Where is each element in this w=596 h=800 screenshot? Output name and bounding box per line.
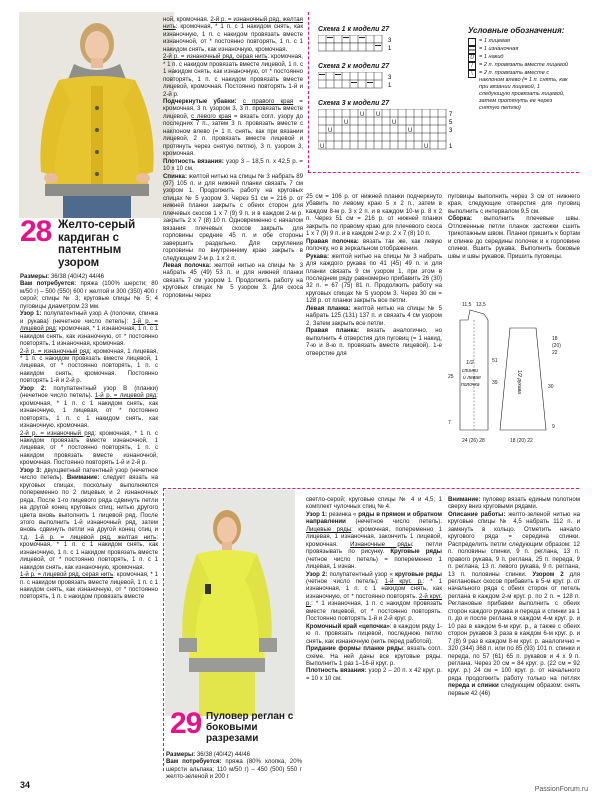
svg-text:1/2 рукава: 1/2 рукава: [516, 370, 522, 394]
legend-item: = 2 п. провязать вместе с наклоном влево (= 1 п. снять, как при вязании лицевой, 1 следующую провязать лицевой, затем протянуть ее через снятую петлю): [479, 70, 568, 111]
svg-text:3: 3: [388, 75, 392, 81]
svg-text:9: 9: [552, 424, 555, 430]
dim-label: 11,5: [462, 302, 472, 308]
dim-label: 39: [492, 380, 498, 386]
svg-text:U: U: [320, 144, 325, 150]
ssk-icon: \: [468, 70, 476, 78]
k2tog-icon: /: [468, 62, 476, 70]
svg-text:U: U: [424, 144, 429, 150]
model-28-col2: ной, кромочная. 2-й р. = изнаночный ряд, желтая нить: кромочная, * 1 п. с 1 накидом снять, как изнаночную, 1 п. с накидом провязать вместе изнаночной, от * постоянно повторять, 1 п. с 1 накидом снять, как изнаночную, кромочная. 2-й р. = изнаночный ряд, серая нить: кромочная, * 1 п. с накидом провязать вместе лицевой, 1 п. с 1 накидом снять, как изнаночную, от * постоянно повторять, 1 п. с накидом провязать вместе лицевой, кромочная. Постоянно повторять 1-й и 2-й р. Подчеркнутые убавки: с правого края = кромочная, 3 п. узором 3, 3 п. провязать вместе лицевой, с левого края = вязать согл. узору до последних 7 п., затем 3 п. провязать вместе с наклоном влево (= 1 п. снять, как при вязании лицевой, 2 п. провязать вместе лицевой и протянуть через снятую петлю), 3 п. узором 3, кромочная. Плотность вязания: узор 3 – 18,5 п. х 42,5 р. = 10 х 10 см. Спинка: желтой нитью на спицы № 3 набрать 89 (97) 105 п. и для нижней планки связать 7 см узором 1. Продолжить работу на круговых спицах № 5 узором 3. Через 51 см = 216 р. от нижней планки закрыть с обеих сторон для плечевых скосов 1 х 7 (9) 9 п. и в каждом 2-м р. закрыть 2 х 7 (8) 10 п. Одновременно с началом вязания плечевых скосов закрыть для горловины средние 45 п. и обе стороны завершить раздельно. Для скругления горловины по внутреннему краю закрыть в следующем 2-м р. 1 х 2 п. Левая полочка: желтой нитью на спицы № 3 набрать 45 (49) 53 п. и для нижней планки связать 7 см узором 1. Продолжить работу на круговых спицах № 5 узором 3. Для скоса горловины через: [163, 16, 303, 299]
svg-text:1: 1: [388, 83, 392, 89]
legend-item: = 2 п. провязать вместе лицевой: [479, 62, 568, 68]
model-29-col3: Внимание: пуловер вязать единым полотном сверху вниз круговыми рядами. Описание работы: желто-зеленой нитью на круговые спицы № 4,5 набрать 112 п. и замкнуть в кольцо. Отметить начало кругового ряда = середина спинки. Распределить петли следующим образом: 12 п. половины спинки, 9 п. реглана, 13 п. правого рукава, 9 п. реглана, 25 п. переда, 9 п. реглана, 13 п. левого рукава, 9 п. реглана, 13 п. половины спинки. Узором 2 для реглановых скосов прибавить в 5-м круг. р. от начального ряда с обеих сторон от петель реглана в каждом 2-м круг. р. по 2 п. = 128 п. Реглановые прибавки выполнить с обеих сторон каждого рукава и переда и спинки за 1 п. до и после реглана в каждом 4-м круг. р. и 10 раз в каждом 6-м круг. р., а также с обеих сторон рукавов 3 раза в каждом 6-м круг. р. и 7 (8) 9 раз в каждом 8-м круг. р. аналогично = 320 (344) 368 п. или по 85 (93) 101 п. спинки и переда, по 57 (61) 65 п. рукавов и 4 х 9 п. реглана. Через 20 см = 84 круг. р. (22 см = 92 круг. р.) 24 см = 100 круг. р. от начального ряда продолжить работу только на петлях переда и спинки следующим образом: снять первые 42 (46): [448, 496, 580, 697]
svg-text:22: 22: [552, 350, 558, 356]
svg-text:U: U: [376, 112, 381, 118]
schema-1-title: Схема 1 к модели 27: [318, 26, 390, 33]
svg-text:U: U: [408, 128, 413, 134]
model-28-col4: пуговицы выполнить через 3 см от нижнего края, следующие отверстия для пуговиц выполнить с интервалом 9,5 см. Сборка: выполнить плечевые швы. Отложенные петли планок застежки сшить трикотажным швом. Планки пришить к бортам и спинке до середины полочек и к горловине спинки. Вшить рукава. Выполнить боковые швы и швы рукавов. Пришить пуговицы.: [448, 193, 580, 260]
schema-2-grid: [318, 72, 398, 94]
svg-text:1: 1: [388, 46, 392, 52]
svg-text:(20): (20): [552, 343, 561, 349]
schema-2-title: Схема 2 к модели 27: [318, 63, 390, 70]
dim-label: 30: [548, 384, 554, 390]
yarn-over-icon: U: [468, 54, 476, 62]
watermark: PassionForum.ru: [534, 786, 588, 793]
svg-text:и левая: и левая: [463, 375, 481, 381]
page-number: 34: [20, 780, 31, 790]
model-28-number: 28: [20, 215, 52, 248]
svg-text:полочка: полочка: [461, 382, 480, 388]
model-29-title: Пуловер реглан с боковыми разрезами: [206, 711, 294, 744]
model-28-title: Желто-серый кардиган с патентным узором: [58, 219, 136, 269]
svg-text:18 (20) 22: 18 (20) 22: [510, 438, 533, 444]
schema-3-grid: [318, 109, 458, 153]
svg-text:3: 3: [388, 38, 392, 44]
model-28-col1: Размеры: 36/38 (40/42) 44/46 Вам потребуется: пряжа (100% шерсти; 80 м/50 г) – 500 (550) 600 г желтой и 300 (350) 400 г серой; спицы № 3; круговые спицы № 5; 4 пуговицы диаметром 23 мм. Узор 1: полупатентный узор А (полочки, спинка и рукава) (нечетное число петель): 1-й р. = лицевой ряд: кромочная, * 1 изнаночная, 1 п. с 1 накидом снять, как изнаночную, от * постоянно повторять, 1 изнаночная, кромочная. 2-й р. = изнаночный ряд: кромочная, 1 лицевая, * 1 п. с накидом провязать вместе лицевой, 1 лицевая, от * постоянно повторять, 1 п. с накидом снять, кромочная. Постоянно повторять 1-й и 2-й р. Узор 2: полупатентный узор В (планки) (нечетное число петель). 1-й р. = лицевой ряд: кромочная, * 1 п. с 1 накидом снять, как изнаночную, 1 лицевая, от * постоянно повторять, 1 п. с 1 накидом снять, как изнаночную, кромочная. 2-й р. = изнаночный ряд: кромочная, * 1 п. с накидом провязать вместе изнаночной, 1 лицевая, от * постоянно повторять, 1 п. с накидом провязать вместе изнаночной, кромочная. Постоянно повторять 1-й и 2-й р. Узор 3: двухцветный патентный узор (нечетное число петель). Внимание: следует вязать на круговых спицах, поскольку выполняются попеременно по 2 лицевых и 2 изнаночных ряда. После 1-го лицевого ряда сдвинуть петли на другой конец круговых спиц, нитью другого цвета вновь выполнить 1 лицевой ряд. После этого выполнить 1-й изнаночный ряд, затем вновь сдвинуть петли на другой конец спиц и т.д. 1-й р. = лицевой ряд, желтая нить: кромочная, * 1 п. с 1 накидом снять, как изнаночную, 1 п. с 1 накидом провязать вместе лицевой, от * постоянно повторять, 1 п. с 1 накидом снять, как изнаночную, кромочная. 1-й р. = лицевой ряд, серая нить: кромочная, * 1 п. с накидом провязать вместе лицевой, 1 п. с 1 накидом снять, как изнаночную, от * постоянно повторять, 1 п. с накидом провязать вместе: [20, 273, 158, 601]
svg-text:U: U: [360, 112, 365, 118]
dim-label: 13,5: [476, 302, 486, 308]
svg-text:7: 7: [449, 112, 453, 118]
knit-stitch-icon: [468, 38, 476, 46]
dim-label: 24 (26) 28: [462, 438, 485, 444]
legend-list: [468, 38, 568, 112]
svg-text:5: 5: [449, 120, 453, 126]
svg-text:1: 1: [449, 144, 453, 150]
schema-1-grid: [318, 35, 398, 57]
model-28-photo: [19, 12, 174, 218]
svg-text:U: U: [328, 128, 333, 134]
model-29-col2: светло-серой; круговые спицы № 4 и 4,5; 1 комплект чулочных спиц № 4. Узор 1: резинка « ряды в прямом и обратном направлении (нечетное число петель). Лицевые ряды: кромочная, попеременно 1 лицевая, 1 изнаночная, закончить 1 лицевой, кромочная. Изнаночные ряды: петли провязывать по рисунку. Круговые ряды (четное число петель) = попеременно 1 лицевая, 1 изнан. Узор 2: полупатентный узор « круговые ряды (четное число петель): 1-й круг. р.: * 1 изнаночная, 1 п. с 1 накидом снять, как изнаночную, от * постоянно повторять. 2-й круг. р.: * 1 изнаночная, 1 п. с накидом провязать вместе лицевой, от * постоянно повторять. Постоянно повторять 1-й и 2-й круг. р. Кромочный край «цепочка»: в каждом ряду 1-ю п. провязать лицевой, последнюю петлю снять, как изнаночную (нить перед работой). Придание формы планке ряды: вязать согл. схеме. На ней даны все круговые ряды. Выполнить 1 раз 1–16-й круг. р. Плотность вязания: узор 2 – 20 п. х 42 круг. р. = 10 х 10 см.: [306, 496, 442, 682]
svg-text:3: 3: [449, 128, 453, 134]
dim-label: 51: [492, 358, 498, 364]
svg-text:спинки: спинки: [462, 368, 478, 374]
dim-label: 25: [448, 374, 454, 380]
pattern-schematic: [448, 300, 580, 450]
svg-text:U: U: [392, 120, 397, 126]
legend-item: = 1 накид: [479, 54, 504, 60]
model-29-intro: Размеры: 36/38 (40/42) 44/46 Вам потребуется: пряжа (80% хлопка, 20% шерсти альпака; 110 м/50 г) – 450 (500) 550 г желто-зеленой и 200 г: [166, 751, 302, 781]
legend-item: = 1 изнаночная: [479, 46, 519, 52]
svg-text:18: 18: [552, 336, 558, 342]
schema-3-title: Схема 3 к модели 27: [318, 100, 390, 107]
svg-text:7: 7: [448, 420, 451, 426]
legend-title: Условные обозначения:: [468, 26, 565, 35]
model-29-photo: [165, 490, 295, 716]
svg-text:U: U: [344, 120, 349, 126]
model-28-col3: 25 см = 106 р. от нижней планки подчеркнуто убавить по левому краю 5 х 2 п., затем в каждом 8-м р. 3 х 2 п. и в каждом 10-м р. 8 х 2 п. Через 51 см = 216 р. от нижней планки закрыть по правому краю для плечевого скоса 1 х 7 (9) 9 п. и в каждом 2-м р. 2 х 7 (8) 10 п. Правая полочка: вязать так же, как левую полочку, но в зеркальном отображении. Рукава: желтой нитью на спицы № 3 набрать для каждого рукава по 41 (45) 49 п. и для планки связать 9 см узором 1, при этом в последнем ряду равномерно прибавить 26 (30) 32 п. = 67 (75) 81 п. Продолжить работу на круговых спицах № 5 узором 3. Через 30 см = 128 р. от планки закрыть все петли. Левая планка: желтой нитью на спицы № 5 набрать 125 (131) 137 п. и связать 4 см узором 2. Затем закрыть все петли. Правая планка: вязать аналогично, но выполнить 4 отверстия для пуговиц (= 1 накид, 7-ю и 8-ю п. провязать вместе лицевой). 1-е отверстие для: [306, 193, 442, 357]
legend-item: = 1 лицевая: [479, 38, 510, 44]
purl-stitch-icon: [468, 46, 476, 54]
model-29-number: 29: [170, 707, 202, 740]
svg-text:1/2: 1/2: [466, 360, 474, 366]
